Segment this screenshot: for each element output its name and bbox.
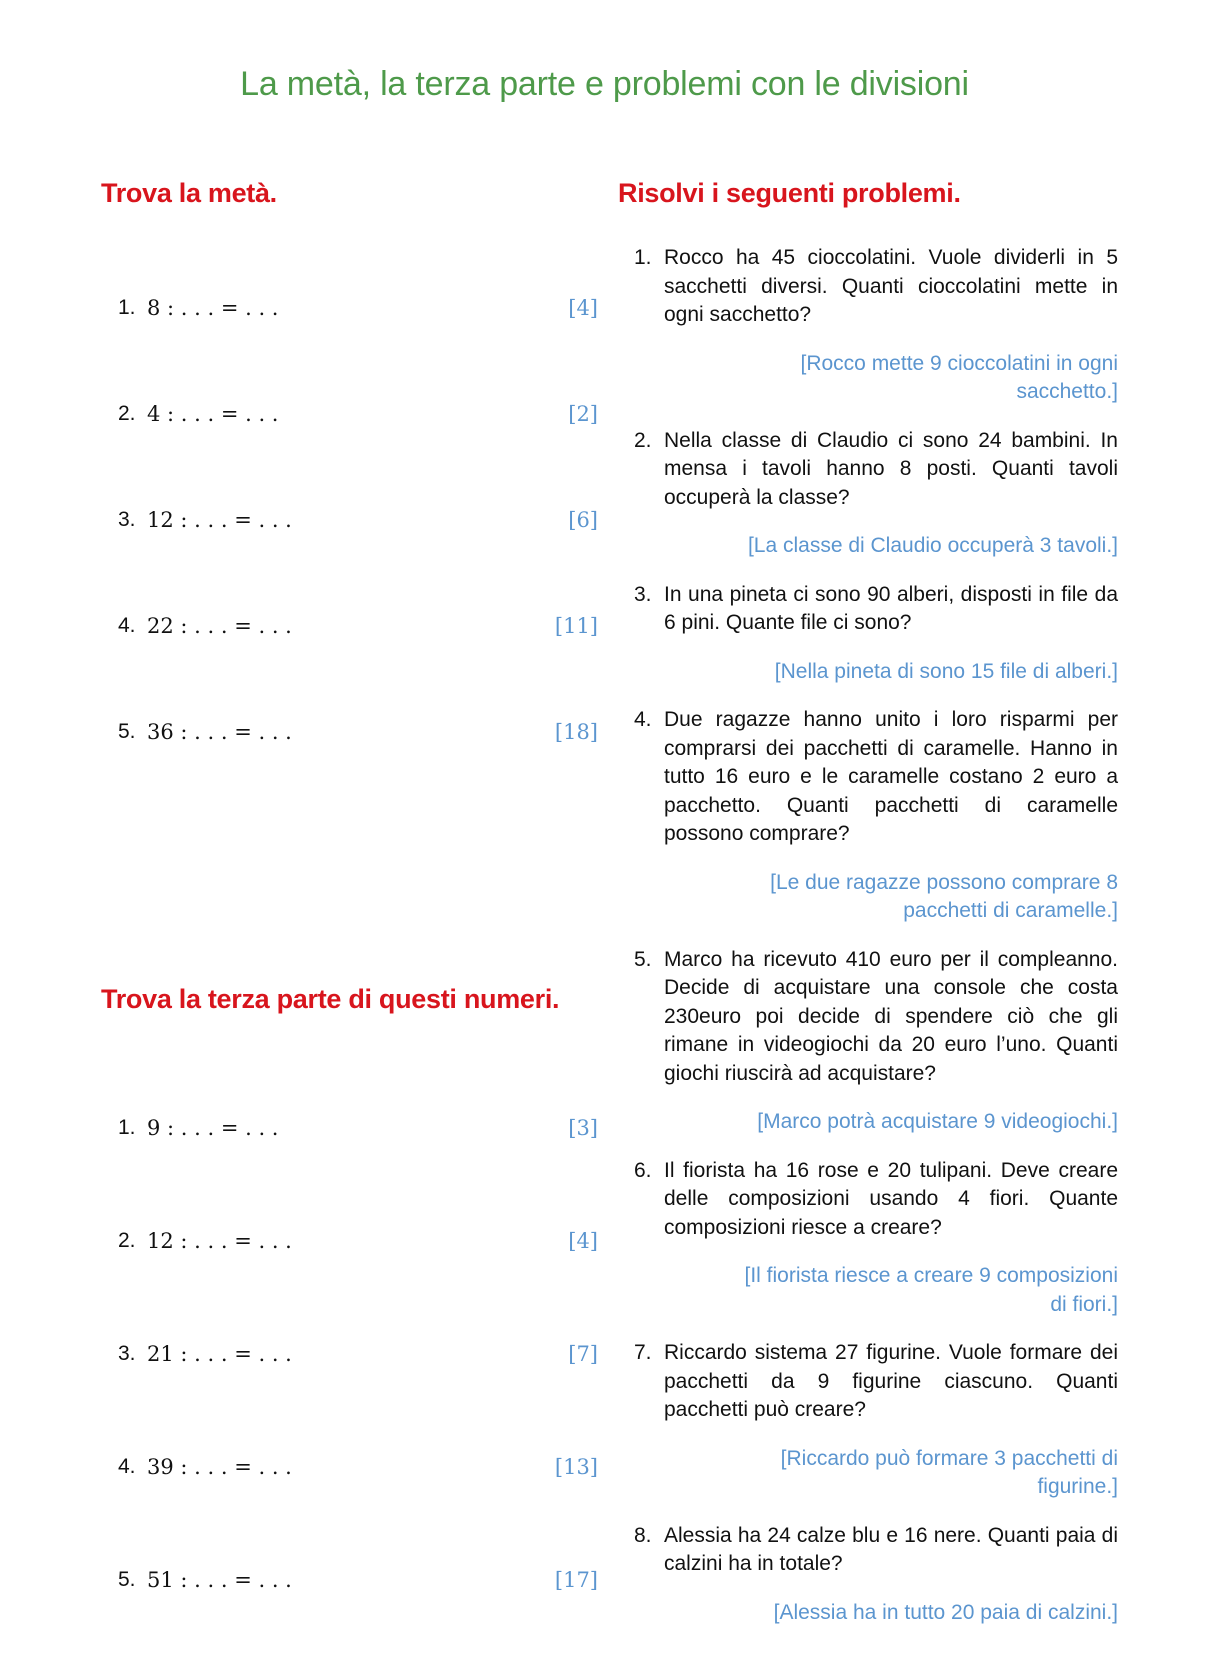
problem-answer: [Riccardo può formare 3 pacchetti di figurine.] xyxy=(780,1446,1118,1498)
exercise-answer: [4] xyxy=(568,296,598,320)
problem-number: 6. xyxy=(634,1158,652,1182)
half-exercise xyxy=(118,293,598,323)
problem-item xyxy=(634,427,1118,561)
exercise-answer: [11] xyxy=(554,614,598,638)
half-exercise xyxy=(118,399,598,429)
problem-answer: [La classe di Claudio occuperà 3 tavoli.] xyxy=(747,534,1118,557)
problem-text: Nella classe di Claudio ci sono 24 bambini. In mensa i tavoli hanno 8 posti. Quanti tavoli occuperà la classe? xyxy=(664,428,1118,509)
problem-text: Il fiorista ha 16 rose e 20 tulipani. Deve creare delle composizioni usando 4 fiori. Quante composizioni riesce a creare? xyxy=(664,1158,1118,1239)
exercise-number: 4. xyxy=(118,1455,136,1478)
exercise-answer: [3] xyxy=(568,1116,598,1140)
exercise-expression: 51 : . . . = . . . xyxy=(147,1568,292,1592)
problem-text: Due ragazze hanno unito i loro risparmi per comprarsi dei pacchetti di caramelle. Hanno in tutto 16 euro e le caramelle costano 2 euro a pacchetto. Quanti pacchetti di caramelle possono comprare? xyxy=(664,708,1118,845)
third-section-heading: Trova la terza parte di questi numeri. xyxy=(101,984,560,1014)
exercise-number: 5. xyxy=(118,1568,136,1591)
problem-number: 4. xyxy=(634,708,652,731)
problem-text: Marco ha ricevuto 410 euro per il compleanno. Decide di acquistare una console che costa 230euro poi decide di spendere ciò che gli rimane in videogiochi da 20 euro l’uno. Quanti giochi riuscirà ad acquistare? xyxy=(664,947,1118,1085)
problems-list xyxy=(634,244,1118,1647)
exercise-expression: 36 : . . . = . . . xyxy=(147,720,292,744)
exercise-number: 3. xyxy=(118,1342,136,1365)
half-exercise xyxy=(118,717,598,747)
exercise-number: 5. xyxy=(118,720,136,743)
problem-answer: [Marco potrà acquistare 9 videogiochi.] xyxy=(757,1110,1118,1133)
page-title: La metà, la terza parte e problemi con le divisioni xyxy=(240,65,969,103)
exercise-expression: 9 : . . . = . . . xyxy=(147,1116,279,1140)
exercise-number: 1. xyxy=(118,1116,136,1139)
problem-text: Rocco ha 45 cioccolatini. Vuole dividerli in 5 sacchetti diversi. Quanti cioccolatini mette in ogni sacchetto? xyxy=(664,246,1118,326)
problem-text: Riccardo sistema 27 figurine. Vuole formare dei pacchetti da 9 figurine ciascuno. Quanti pacchetti può creare? xyxy=(664,1341,1118,1421)
problem-answer: [Le due ragazze possono comprare 8 pacchetti di caramelle.] xyxy=(770,870,1118,922)
third-exercise xyxy=(118,1339,598,1369)
exercise-answer: [7] xyxy=(568,1342,598,1366)
problem-answer: [Rocco mette 9 cioccolatini in ogni sacchetto.] xyxy=(800,351,1118,403)
exercise-number: 4. xyxy=(118,614,136,637)
problem-number: 2. xyxy=(634,428,652,452)
exercise-number: 2. xyxy=(118,402,136,425)
exercise-number: 3. xyxy=(118,508,136,531)
exercise-expression: 21 : . . . = . . . xyxy=(147,1342,292,1366)
exercise-answer: [18] xyxy=(554,720,598,744)
problem-item xyxy=(634,706,1118,926)
problem-item xyxy=(634,946,1118,1137)
exercise-answer: [13] xyxy=(554,1455,598,1479)
problem-text: Alessia ha 24 calze blu e 16 nere. Quanti paia di calzini ha in totale? xyxy=(664,1523,1118,1575)
exercise-expression: 4 : . . . = . . . xyxy=(147,402,279,426)
problem-answer: [Alessia ha in tutto 20 paia di calzini.] xyxy=(773,1600,1118,1624)
half-exercise xyxy=(118,505,598,535)
half-exercise xyxy=(118,611,598,641)
problem-item xyxy=(634,1522,1118,1628)
problem-answer: [Il fiorista riesce a creare 9 composizioni di fiori.] xyxy=(744,1264,1118,1316)
problem-item xyxy=(634,1157,1118,1320)
problem-answer: [Nella pineta di sono 15 file di alberi.] xyxy=(774,659,1118,683)
exercise-expression: 12 : . . . = . . . xyxy=(147,508,292,532)
problem-number: 1. xyxy=(634,246,652,269)
exercise-answer: [2] xyxy=(568,402,598,426)
exercise-answer: [4] xyxy=(568,1229,598,1253)
problem-text: In una pineta ci sono 90 alberi, disposti in file da 6 pini. Quante file ci sono? xyxy=(664,582,1118,634)
exercise-expression: 8 : . . . = . . . xyxy=(147,296,279,320)
exercise-expression: 22 : . . . = . . . xyxy=(147,614,292,638)
problem-number: 7. xyxy=(634,1341,652,1364)
problem-number: 3. xyxy=(634,582,652,606)
half-section-heading: Trova la metà. xyxy=(101,178,277,208)
exercise-number: 2. xyxy=(118,1229,136,1252)
third-exercise xyxy=(118,1452,598,1482)
problem-number: 8. xyxy=(634,1523,652,1547)
third-exercise xyxy=(118,1226,598,1256)
problem-item xyxy=(634,1339,1118,1502)
problem-item xyxy=(634,244,1118,407)
exercise-number: 1. xyxy=(118,296,136,319)
exercise-expression: 12 : . . . = . . . xyxy=(147,1229,292,1253)
problems-section-heading: Risolvi i seguenti problemi. xyxy=(618,178,961,208)
exercise-answer: [17] xyxy=(554,1568,598,1592)
exercise-expression: 39 : . . . = . . . xyxy=(147,1455,292,1479)
problem-item xyxy=(634,581,1118,687)
third-exercise xyxy=(118,1565,598,1595)
exercise-answer: [6] xyxy=(568,508,598,532)
third-exercise xyxy=(118,1113,598,1143)
problem-number: 5. xyxy=(634,947,652,971)
